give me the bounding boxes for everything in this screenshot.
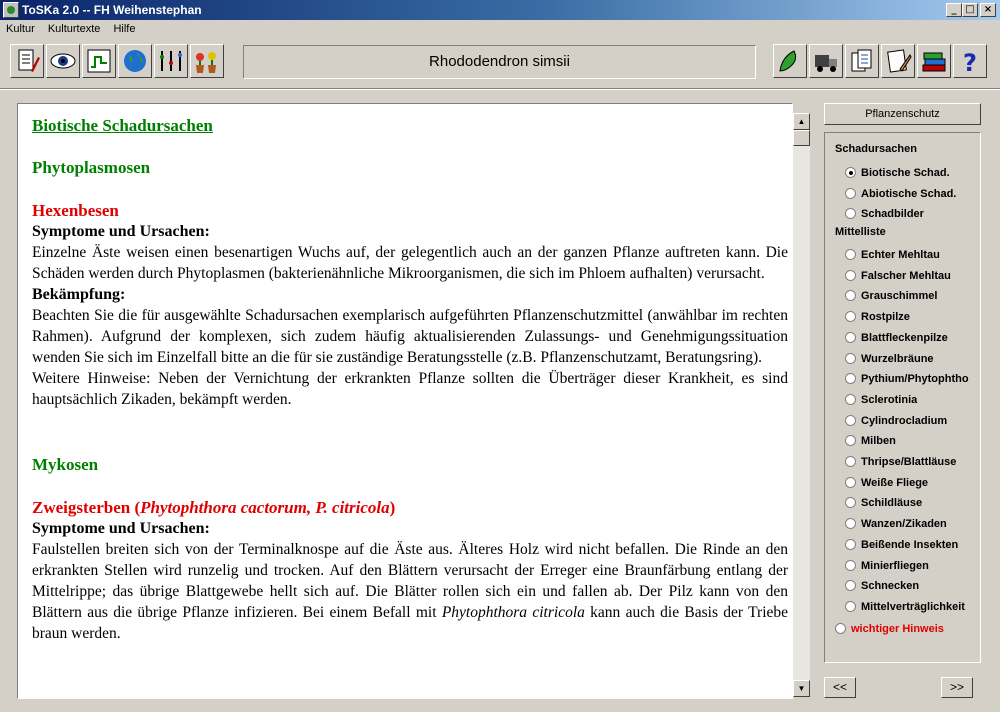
radio-label: Pythium/Phytophtho xyxy=(861,373,969,386)
radio-icon[interactable] xyxy=(845,167,856,178)
view-button[interactable] xyxy=(46,44,80,78)
radio-label: Schnecken xyxy=(861,580,920,593)
content-pane xyxy=(17,103,793,699)
radio-icon[interactable] xyxy=(845,208,856,219)
radio-label: Minierfliegen xyxy=(861,559,929,572)
pots-button[interactable] xyxy=(190,44,224,78)
options-group xyxy=(824,132,981,663)
radio-agent-2[interactable] xyxy=(845,289,937,303)
radio-label: Cylindrocladium xyxy=(861,414,948,427)
hints-text: Weitere Hinweise: Neben der Vernichtung der erkrankten Pflanze sollten die Überträger dieser Krankheit, es sind hauptsächlich Zikaden, bekämpft werden. xyxy=(32,370,788,408)
document-edit-button[interactable] xyxy=(10,44,44,78)
document-edit-icon xyxy=(13,47,41,75)
symptoms-text: Einzelne Äste weisen einen besenartigen Wuchs auf, der gelegentlich auch an der ganzen Pflanze auftreten kann. Die Schäden werden durch Phytoplasmen (bakterienähnliche Mikroorganismen, die sich im Phloem aufhalten) verursacht. xyxy=(32,244,788,282)
radio-icon[interactable] xyxy=(845,539,856,550)
radio-icon[interactable] xyxy=(845,270,856,281)
radio-icon[interactable] xyxy=(845,518,856,529)
radio-icon[interactable] xyxy=(845,580,856,591)
radio-agent-15[interactable] xyxy=(845,559,929,573)
radio-label: Abiotische Schad. xyxy=(861,187,957,200)
books-button[interactable] xyxy=(917,44,951,78)
radio-icon[interactable] xyxy=(845,332,856,343)
radio-label: Wanzen/Zikaden xyxy=(861,518,947,531)
radio-warning[interactable] xyxy=(835,622,944,636)
close-button[interactable]: × xyxy=(980,3,996,17)
radio-icon[interactable] xyxy=(845,477,856,488)
vertical-scrollbar[interactable] xyxy=(793,113,810,697)
radio-label: Falscher Mehltau xyxy=(861,269,951,282)
radio-icon[interactable] xyxy=(845,435,856,446)
plant-care-icon xyxy=(776,47,804,75)
radio-agent-4[interactable] xyxy=(845,331,948,345)
radio-label: Thripse/Blattläuse xyxy=(861,456,957,468)
svg-text:?: ? xyxy=(963,49,977,75)
radio-label: Blattfleckenpilze xyxy=(861,331,948,344)
menu-hilfe[interactable]: Hilfe xyxy=(113,23,136,35)
radio-label: Weiße Fliege xyxy=(861,476,929,489)
disease-title-hexenbesen: Hexenbesen xyxy=(32,201,119,220)
toolbar-separator xyxy=(0,88,1000,90)
radio-agent-6[interactable] xyxy=(845,372,969,386)
menu-bar xyxy=(0,20,1000,38)
radio-icon[interactable] xyxy=(845,311,856,322)
title-bar[interactable] xyxy=(0,0,1000,20)
books-icon xyxy=(920,47,948,75)
radio-label: Milben xyxy=(861,435,896,448)
disease-title-zweigsterben: Zweigsterben (Phytophthora cactorum, P. citricola) xyxy=(32,498,396,517)
scroll-down-button[interactable]: ▼ xyxy=(793,680,810,697)
radio-agent-8[interactable] xyxy=(845,414,947,428)
radio-icon[interactable] xyxy=(845,415,856,426)
right-panel xyxy=(824,103,981,663)
chart-icon xyxy=(85,47,113,75)
minimize-button[interactable]: _ xyxy=(946,3,962,17)
window-title: ToSKa 2.0 -- FH Weihenstephan xyxy=(22,3,202,17)
notes-button[interactable] xyxy=(881,44,915,78)
radio-agent-0[interactable] xyxy=(845,248,940,262)
eye-icon xyxy=(49,47,77,75)
help-button[interactable] xyxy=(953,44,987,78)
pflanzenschutz-button[interactable]: Pflanzenschutz xyxy=(824,103,981,125)
measure-icon xyxy=(157,47,185,75)
next-button[interactable]: >> xyxy=(941,677,973,698)
symptoms-heading: Symptome und Ursachen: xyxy=(32,223,210,240)
radio-icon[interactable] xyxy=(845,373,856,384)
radio-label: Schadbilder xyxy=(861,208,924,220)
radio-icon[interactable] xyxy=(845,601,856,612)
radio-label: Grauschimmel xyxy=(861,290,938,303)
radio-cause-2[interactable] xyxy=(845,207,924,221)
radio-label: Schildläuse xyxy=(861,497,923,510)
section-label-schadursachen: Schadursachen xyxy=(835,143,917,155)
radio-label: Mittelverträglichkeit xyxy=(861,600,965,613)
globe-icon xyxy=(121,47,149,75)
radio-icon[interactable] xyxy=(845,188,856,199)
globe-button[interactable] xyxy=(118,44,152,78)
radio-cause-1[interactable] xyxy=(845,187,956,201)
documents-icon xyxy=(848,47,876,75)
subsection-mykosen: Mykosen xyxy=(32,455,99,474)
radio-label: Beißende Insekten xyxy=(861,538,959,551)
radio-icon[interactable] xyxy=(845,560,856,571)
radio-icon[interactable] xyxy=(845,290,856,301)
chart-button[interactable] xyxy=(82,44,116,78)
menu-kultur[interactable]: Kultur xyxy=(6,23,35,35)
radio-label: Wurzelbräune xyxy=(861,352,934,365)
symptoms-heading: Symptome und Ursachen: xyxy=(32,520,210,537)
help-icon xyxy=(956,47,984,75)
transport-button[interactable] xyxy=(809,44,843,78)
radio-agent-11[interactable] xyxy=(845,476,928,490)
radio-agent-3[interactable] xyxy=(845,310,910,324)
plant-care-button[interactable] xyxy=(773,44,807,78)
control-text: Beachten Sie die für ausgewählte Schadursachen exemplarisch aufgeführten Pflanzenschutzmittel (anwählbar im rechten Rahmen). Aufgrund der komplexen, sich zudem häufig aktualisierenden Zulassungs- und Genehmigungssituation wenden Sie sich im Einzelfall bitte an die für sie zuständige Beratungsstelle (z.B. Pflanzenschutzamt, Beratungsring). xyxy=(32,307,788,366)
subsection-phytoplasmosen: Phytoplasmosen xyxy=(32,158,151,177)
radio-agent-1[interactable] xyxy=(845,269,951,283)
radio-cause-0[interactable] xyxy=(845,166,950,180)
radio-icon[interactable] xyxy=(845,249,856,260)
previous-button[interactable]: << xyxy=(824,677,856,698)
radio-agent-10[interactable] xyxy=(845,455,956,469)
radio-icon[interactable] xyxy=(845,456,856,467)
radio-label: Biotische Schad. xyxy=(861,167,950,179)
radio-agent-16[interactable] xyxy=(845,579,919,593)
toolbar xyxy=(0,40,1000,88)
app-icon[interactable] xyxy=(3,2,19,18)
radio-label: Rostpilze xyxy=(861,311,910,324)
measure-button[interactable] xyxy=(154,44,188,78)
radio-icon[interactable] xyxy=(845,497,856,508)
control-heading: Bekämpfung: xyxy=(32,286,126,303)
radio-agent-13[interactable] xyxy=(845,517,947,531)
radio-label: Sclerotinia xyxy=(861,393,918,406)
radio-agent-9[interactable] xyxy=(845,434,896,448)
plant-name-field: Rhododendron simsii xyxy=(243,45,756,79)
truck-icon xyxy=(812,47,840,75)
scroll-thumb[interactable] xyxy=(793,130,810,146)
warning-label: wichtiger Hinweis xyxy=(851,623,944,635)
radio-agent-12[interactable] xyxy=(845,496,922,510)
radio-icon[interactable] xyxy=(845,353,856,364)
radio-icon[interactable] xyxy=(845,394,856,405)
radio-agent-5[interactable] xyxy=(845,352,934,366)
radio-agent-7[interactable] xyxy=(845,393,917,407)
symptoms-text: Faulstellen breiten sich von der Terminalknospe auf die Äste aus. Älteres Holz wird nicht befallen. Die Rinde an den erkrankten Stellen wird runzelig und trocken. Auf den Blättern verursacht der Erreger eine Braunfärbung entlang der Mittelrippe; das übrige Blattgewebe hellt sich auf. Die Blätter rollen sich ein und fallen ab. Der Pilz kann von den Blättern aus die übrige Pflanze infizieren. Bei einem Befall mit Phytophthora citricola kann auch die Basis der Triebe braun werden. xyxy=(32,541,789,642)
section-label-mittelliste: Mittelliste xyxy=(835,226,886,238)
radio-label: Echter Mehltau xyxy=(861,249,940,261)
section-heading[interactable]: Biotische Schadursachen xyxy=(32,116,213,135)
menu-kulturtexte[interactable]: Kulturtexte xyxy=(47,23,101,35)
maximize-button[interactable]: □ xyxy=(962,3,978,17)
radio-agent-14[interactable] xyxy=(845,538,958,552)
flower-pots-icon xyxy=(193,47,221,75)
documents-button[interactable] xyxy=(845,44,879,78)
scroll-up-button[interactable]: ▲ xyxy=(793,113,810,130)
radio-agent-17[interactable] xyxy=(845,600,965,614)
notes-icon xyxy=(884,47,912,75)
radio-icon[interactable] xyxy=(835,623,846,634)
